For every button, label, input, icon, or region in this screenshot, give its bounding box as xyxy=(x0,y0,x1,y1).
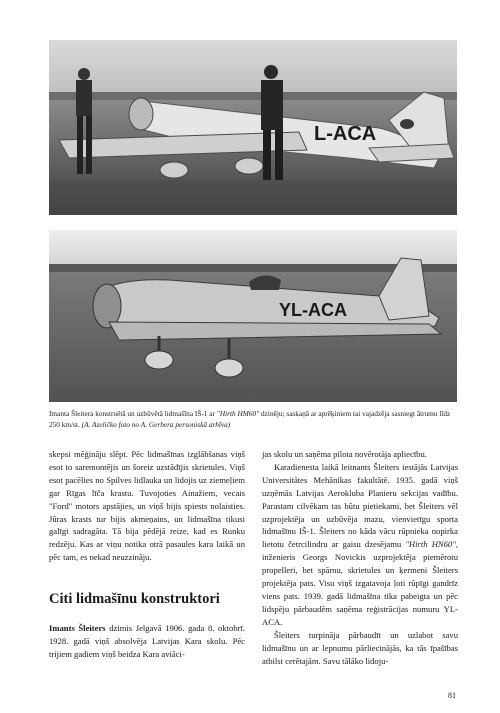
registration-mark: L-ACA xyxy=(314,123,377,145)
photo-1-image xyxy=(49,40,457,215)
photo-aircraft-with-pilots xyxy=(49,40,457,215)
registration-mark-2: YL-ACA xyxy=(279,300,347,320)
left-column xyxy=(49,448,245,564)
right-paragraph-2-b: , inženieris Georgs Novickis uzprojektēja piemērotu propelleri, bet spārnu, skrietules un ķermeni Šleiters projektēja pats. Visu viņš izgatavoja ļoti rūpīgi gandrīz viens pats. 1939. gadā lidmašīna tika pabeigta un pēc lidspēju pārbaudēm saņēma reģistrācijas numuru YL-ACA. xyxy=(262,539,458,627)
caption-credit: (A. Azeličko foto no A. Gerbera personiskā arhīva) xyxy=(81,420,231,429)
caption-text-b: dzinēju; saskaņā ar aprēķiniem tai vajadzēja sasniegt ātrumu līdz 250 km/st. xyxy=(49,409,451,429)
right-column xyxy=(262,448,458,667)
caption-text-a: Imanta Šleitera konstruētā un uzbūvētā lidmašīna IŠ-1 ar xyxy=(49,409,217,418)
right-paragraph-2-a: Karadienesta laikā leitnants Šleiters iestājās Latvijas Universitātes Mehānikas fakultātē. 1935. gadā viņš uzņēmās Latvijas Aerokluba Planieru sekcijas vadību. Parastam cilvēkam tas būtu pietiekami, bet Šleiters vēl uzprojektēja un uzbūvēja mazu, vienvietīgu sporta lidmašīnu IŠ-1. Šleiters no kāda vācu rūpnieka nopirka lietotu četrcilindru ar gaisu dzesējamu xyxy=(262,461,458,550)
page-number: 81 xyxy=(448,691,456,700)
right-paragraph-2 xyxy=(262,461,458,629)
left-paragraph-2 xyxy=(49,622,245,661)
person-name: Imants Šleiters xyxy=(49,623,106,633)
section-title: Citi lidmašīnu konstruktori xyxy=(49,591,220,607)
left-paragraph-1: skepsi mēģināju slēpt. Pēc lidmašīnas izglābšanas viņš esot to saremontējis un šoreiz uzstādījis skrietules. Viņš esot pacēlies no Spilves lidlauka un lidojis uz ziemeļiem gar Rīgas līča krastu. Tuvojoties Ainažiem, vecais "Ford" motors apstājies, un viņš bijis spiests nolaisties. Jūras krasts tur bijis akmeņains, un lidmašīna tikusi galīgi sadragāta. Tā bija pēdējā reize, kad es Runku redzēju. Kas ar viņu notika otrā pasaules kara laikā un pēc tam, es nekad neuzzināju. xyxy=(49,449,245,563)
left-paragraph-2-text: dzimis Jelgavā 1906. gada 8. oktobrī. 1928. gadā viņš absolvēja Latvijas Kara skolu. Pēc trijiem gadiem viņš beidza Kara aviāci- xyxy=(49,623,245,659)
photo-caption xyxy=(49,408,459,430)
right-paragraph-3: Šleiters turpināja pārbaudīt un uzlabot savu lidmašīnu un ar lepnumu pārliecinājās, ka tās īpašības atbilst cerētajām. Savu tālāko lidoju- xyxy=(262,629,458,666)
left-column-2 xyxy=(49,622,245,661)
photo-2-image xyxy=(49,230,457,402)
right-paragraph-1: jas skolu un saņēma pilota novērotāja apliecību. xyxy=(262,449,427,459)
right-paragraph-2-engine: "Hirth HN60" xyxy=(405,539,456,550)
caption-engine: "Hirth HM60" xyxy=(216,409,260,418)
photo-aircraft-on-field xyxy=(49,230,457,402)
